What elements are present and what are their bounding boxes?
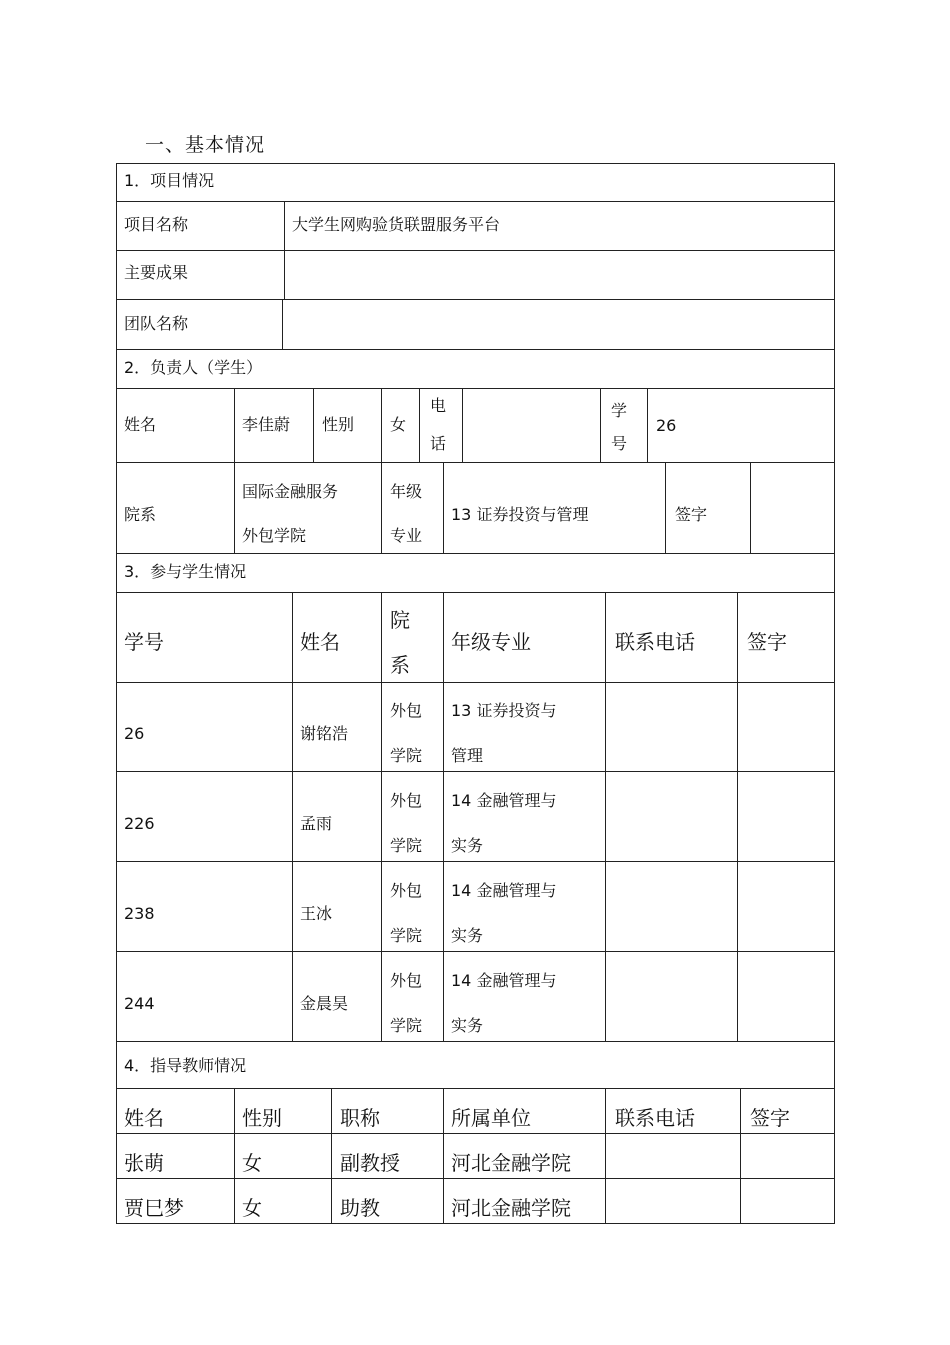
student-grade-2: 实务 bbox=[451, 836, 484, 855]
students-header-name: 姓名 bbox=[300, 630, 340, 654]
leader-id-label-1: 学 bbox=[611, 401, 628, 420]
students-header-phone: 联系电话 bbox=[615, 630, 695, 654]
leader-dept-value-2: 外包学院 bbox=[242, 526, 307, 545]
leader-gender-label: 性别 bbox=[322, 415, 355, 434]
student-name: 金晨昊 bbox=[300, 994, 349, 1013]
student-grade-2: 实务 bbox=[451, 1016, 484, 1035]
student-dept-2: 学院 bbox=[390, 926, 423, 945]
project-name-label: 项目名称 bbox=[124, 215, 189, 234]
student-dept-1: 外包 bbox=[390, 791, 423, 810]
student-id: 244 bbox=[124, 994, 155, 1013]
student-id: 26 bbox=[124, 724, 145, 743]
students-header-dept-2: 系 bbox=[390, 653, 410, 677]
student-grade-1: 13 证券投资与 bbox=[451, 701, 557, 720]
instructors-section-title: 4．指导教师情况 bbox=[124, 1056, 247, 1075]
instructors-header-phone: 联系电话 bbox=[615, 1106, 695, 1130]
student-name: 谢铭浩 bbox=[300, 724, 349, 743]
main-results-label: 主要成果 bbox=[124, 263, 189, 282]
leader-phone-label-2: 话 bbox=[430, 434, 447, 453]
student-dept-2: 学院 bbox=[390, 836, 423, 855]
student-grade-2: 管理 bbox=[451, 746, 484, 765]
leader-section-title: 2．负责人（学生） bbox=[124, 358, 263, 377]
student-dept-2: 学院 bbox=[390, 1016, 423, 1035]
leader-phone-label-1: 电 bbox=[430, 396, 447, 415]
project-section-title: 1．项目情况 bbox=[124, 171, 215, 190]
instructors-header-sign: 签字 bbox=[750, 1106, 790, 1130]
student-grade-1: 14 金融管理与 bbox=[451, 791, 557, 810]
instructor-unit: 河北金融学院 bbox=[451, 1151, 571, 1175]
leader-name-value: 李佳蔚 bbox=[242, 415, 291, 434]
leader-gender-value: 女 bbox=[390, 415, 407, 434]
student-id: 226 bbox=[124, 814, 155, 833]
instructor-rank: 副教授 bbox=[340, 1151, 400, 1175]
leader-id-value: 26 bbox=[656, 416, 677, 435]
instructor-name: 张萌 bbox=[124, 1151, 164, 1175]
instructor-gender: 女 bbox=[242, 1196, 262, 1220]
student-grade-2: 实务 bbox=[451, 926, 484, 945]
student-id: 238 bbox=[124, 904, 155, 923]
basic-info-table bbox=[116, 163, 835, 1224]
instructors-header-gender: 性别 bbox=[242, 1106, 282, 1130]
students-header-sign: 签字 bbox=[747, 630, 787, 654]
instructors-header-unit: 所属单位 bbox=[451, 1106, 531, 1130]
student-name: 王冰 bbox=[300, 904, 333, 923]
instructor-name: 贾巳梦 bbox=[124, 1196, 184, 1220]
instructors-header-rank: 职称 bbox=[340, 1106, 380, 1130]
instructor-unit: 河北金融学院 bbox=[451, 1196, 571, 1220]
students-section-title: 3．参与学生情况 bbox=[124, 562, 247, 581]
student-dept-1: 外包 bbox=[390, 971, 423, 990]
leader-sign-label: 签字 bbox=[675, 505, 708, 524]
instructor-rank: 助教 bbox=[340, 1196, 380, 1220]
team-name-label: 团队名称 bbox=[124, 314, 189, 333]
students-header-id: 学号 bbox=[124, 630, 164, 654]
students-header-grade: 年级专业 bbox=[451, 630, 531, 654]
student-name: 孟雨 bbox=[300, 814, 333, 833]
instructor-gender: 女 bbox=[242, 1151, 262, 1175]
student-grade-1: 14 金融管理与 bbox=[451, 881, 557, 900]
student-dept-1: 外包 bbox=[390, 881, 423, 900]
leader-grade-value: 13 证券投资与管理 bbox=[451, 505, 589, 524]
leader-dept-value-1: 国际金融服务 bbox=[242, 482, 339, 501]
project-name-value: 大学生网购验货联盟服务平台 bbox=[292, 215, 501, 234]
section-heading: 一、基本情况 bbox=[145, 134, 266, 156]
student-dept-2: 学院 bbox=[390, 746, 423, 765]
leader-grade-label-2: 专业 bbox=[390, 526, 423, 545]
students-header-dept-1: 院 bbox=[390, 608, 410, 632]
instructors-header-name: 姓名 bbox=[124, 1106, 164, 1130]
leader-grade-label-1: 年级 bbox=[390, 482, 423, 501]
leader-dept-label: 院系 bbox=[124, 505, 157, 524]
student-dept-1: 外包 bbox=[390, 701, 423, 720]
leader-id-label-2: 号 bbox=[611, 434, 628, 453]
leader-name-label: 姓名 bbox=[124, 415, 157, 434]
student-grade-1: 14 金融管理与 bbox=[451, 971, 557, 990]
